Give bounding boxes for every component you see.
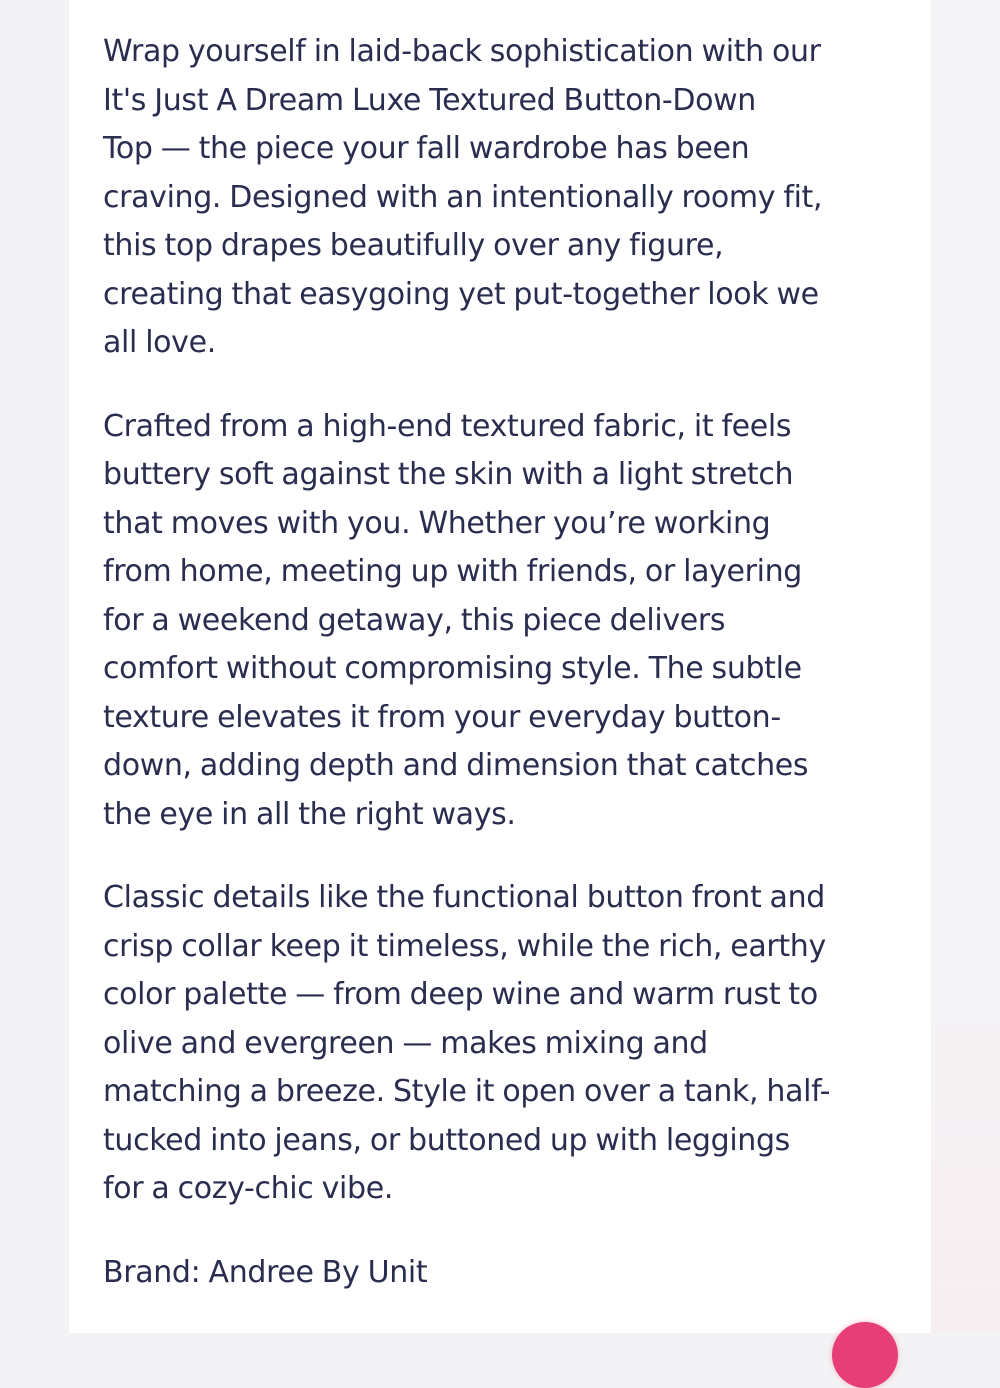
description-paragraph-2: Crafted from a high-end textured fabric, it feels buttery soft against the skin with a light stretch that moves with you. Whether you’re working from home, meeting up with friends, or layering for a weekend getaway, this piece delivers comfort without compromising style. The subtle texture elevates it from your everyday button- down, adding depth and dimension that catches the eye in all the right ways. xyxy=(103,408,809,832)
page-background xyxy=(930,0,1000,1333)
description-paragraph-3: Classic details like the functional button front and crisp collar keep it timeless, while the rich, earthy color palette — from deep wine and warm rust to olive and evergreen — makes mixing and matching a breeze. Style it open over a tank, half- tucked into jeans, or buttoned up with leggings for a cozy-chic vibe. xyxy=(103,880,831,1206)
product-description xyxy=(103,28,903,1332)
description-paragraph-1: Wrap yourself in laid-back sophistication with our It's Just A Dream Luxe Textured Button-Down Top — the piece your fall wardrobe has been craving. Designed with an intentionally roomy fit, this top drapes beautifully over any figure, creating that easygoing yet put-together look we all love. xyxy=(103,34,823,360)
floating-action-button[interactable] xyxy=(832,1322,898,1388)
brand-line: Brand: Andree By Unit xyxy=(103,1254,428,1290)
